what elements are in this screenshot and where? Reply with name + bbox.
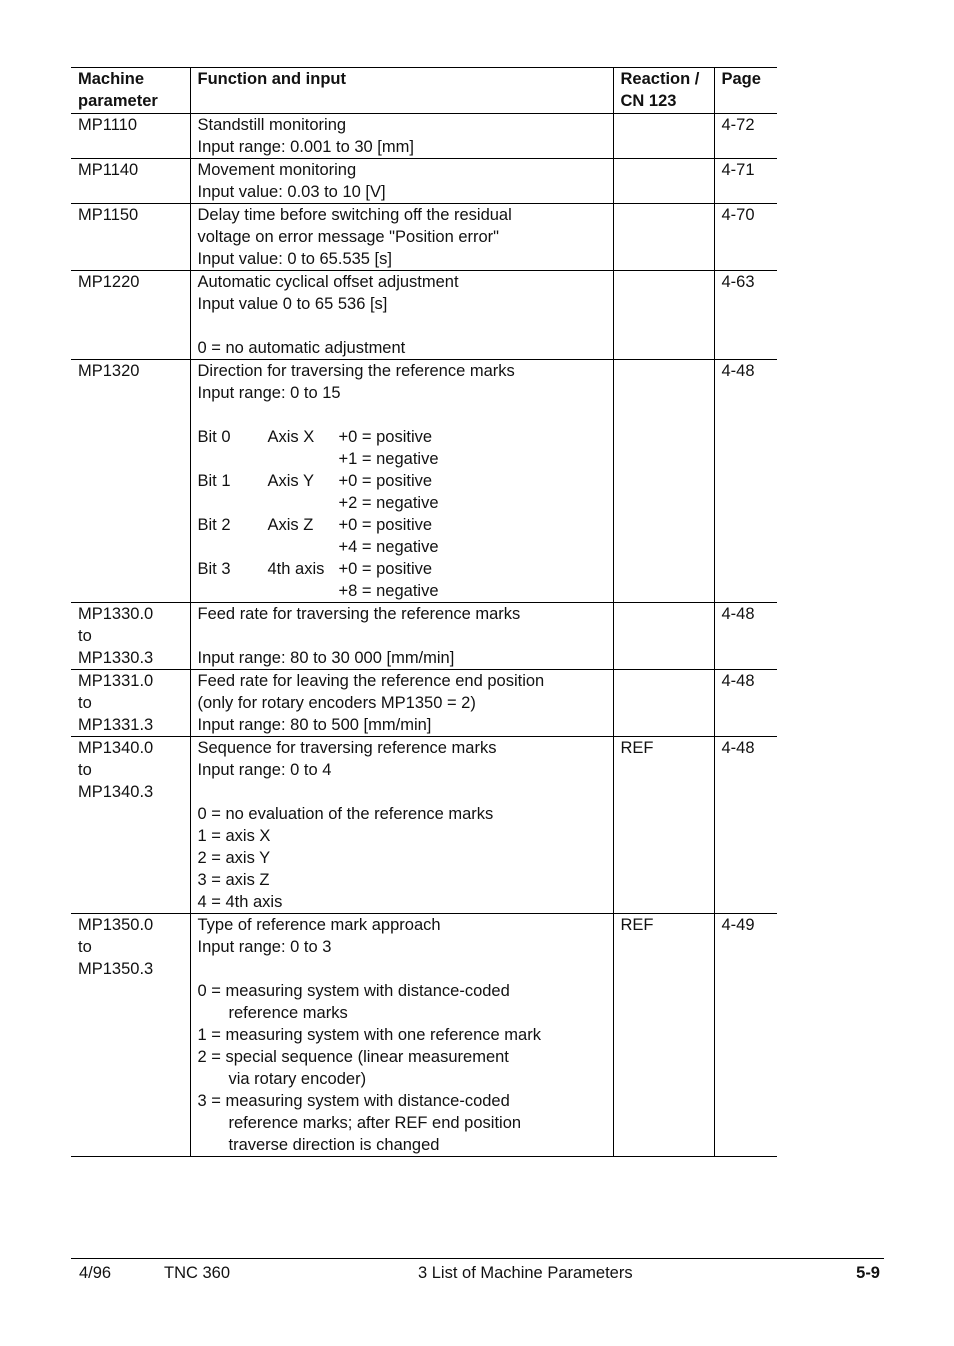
- cell-parameter: [71, 914, 190, 1157]
- function-line: reference marks; after REF end position: [228, 1114, 522, 1132]
- function-line: Input range: 0 to 4: [197, 761, 332, 779]
- cell-reaction: REF: [613, 737, 714, 914]
- cell-page: 4-48: [714, 360, 777, 603]
- table-row: [71, 271, 777, 360]
- footer-rule: [71, 1258, 884, 1259]
- bit-spacer: [268, 492, 339, 514]
- function-line: 1 = axis X: [197, 827, 271, 845]
- cell-parameter: [71, 603, 190, 670]
- parameter-line: MP1330.0: [78, 605, 154, 623]
- bit-row: [198, 426, 607, 448]
- function-line: 3 = axis Z: [197, 871, 270, 889]
- function-line: [198, 625, 607, 647]
- header-function-and-input: Function and input: [190, 68, 613, 114]
- function-line: Input range: 80 to 500 [mm/min]: [197, 716, 432, 734]
- parameter-line: MP1220: [78, 273, 140, 291]
- bit-spacer: [198, 492, 268, 514]
- cell-function: [190, 603, 613, 670]
- cell-function: [190, 204, 613, 271]
- table-body: [71, 114, 777, 1157]
- bit-row: [198, 558, 607, 580]
- bit-neg: +2 = negative: [338, 494, 439, 512]
- cell-parameter: [71, 271, 190, 360]
- bit-row: [198, 514, 607, 536]
- cell-page: 4-71: [714, 159, 777, 204]
- function-line: Movement monitoring: [197, 161, 357, 179]
- table-row: [71, 670, 777, 737]
- parameter-line: MP1350.3: [78, 960, 154, 978]
- function-line: reference marks: [228, 1004, 348, 1022]
- function-line: 0 = no evaluation of the reference marks: [197, 805, 494, 823]
- parameter-line: MP1140: [78, 161, 139, 179]
- bit-row: [198, 492, 607, 514]
- function-line: Input value: 0 to 65.535 [s]: [197, 250, 392, 268]
- bit-spacer: [268, 448, 339, 470]
- parameter-line: MP1110: [78, 116, 138, 134]
- bit-axis: Axis Z: [267, 516, 314, 534]
- function-line: Standstill monitoring: [197, 116, 347, 134]
- parameter-line: MP1330.3: [78, 649, 154, 667]
- footer-date: 4/96: [79, 1264, 112, 1282]
- cell-reaction: [613, 360, 714, 603]
- function-line: 2 = special sequence (linear measurement: [197, 1048, 509, 1066]
- function-line: Input value 0 to 65 536 [s]: [197, 295, 388, 313]
- cell-reaction: [613, 114, 714, 159]
- parameter-line: to: [78, 938, 92, 956]
- cell-reaction: [613, 603, 714, 670]
- cell-page: 4-48: [714, 603, 777, 670]
- function-line: 1 = measuring system with one reference mark: [197, 1026, 541, 1044]
- table-row: [71, 603, 777, 670]
- function-line: [198, 958, 607, 980]
- header-machine-parameter: Machine parameter: [71, 68, 190, 114]
- cell-page: 4-63: [714, 271, 777, 360]
- function-line: via rotary encoder): [228, 1070, 367, 1088]
- bit-row: [198, 580, 607, 602]
- parameter-line: MP1331.3: [78, 716, 154, 734]
- function-line: Input value: 0.03 to 10 [V]: [197, 183, 386, 201]
- bit-spacer: [268, 536, 339, 558]
- cell-function: [190, 360, 613, 603]
- parameter-line: to: [78, 761, 92, 779]
- bit-spacer: [268, 580, 339, 602]
- bit-pos: +0 = positive: [338, 560, 433, 578]
- cell-parameter: [71, 360, 190, 603]
- bit-bit: Bit 3: [197, 560, 231, 578]
- bit-spacer: [198, 536, 268, 558]
- function-line: [198, 315, 607, 337]
- table-row: [71, 914, 777, 1157]
- bit-axis: 4th axis: [267, 560, 325, 578]
- cell-function: [190, 159, 613, 204]
- bit-neg: +4 = negative: [338, 538, 439, 556]
- cell-page: 4-70: [714, 204, 777, 271]
- function-line: Type of reference mark approach: [197, 916, 441, 934]
- cell-page: 4-48: [714, 737, 777, 914]
- function-line: 0 = measuring system with distance-coded: [197, 982, 510, 1000]
- parameter-line: MP1340.3: [78, 783, 154, 801]
- function-line: [198, 781, 607, 803]
- cell-function: [190, 670, 613, 737]
- bit-axis: Axis X: [267, 428, 315, 446]
- bit-spacer: [198, 580, 268, 602]
- function-line: Feed rate for traversing the reference marks: [197, 605, 521, 623]
- function-line: Input range: 80 to 30 000 [mm/min]: [197, 649, 455, 667]
- bit-neg: +8 = negative: [338, 582, 439, 600]
- table-row: [71, 114, 777, 159]
- cell-page: 4-48: [714, 670, 777, 737]
- bit-pos: +0 = positive: [338, 516, 433, 534]
- cell-page: 4-49: [714, 914, 777, 1157]
- function-line: 4 = 4th axis: [197, 893, 283, 911]
- parameter-line: MP1350.0: [78, 916, 154, 934]
- bit-row: [198, 536, 607, 558]
- cell-reaction: REF: [613, 914, 714, 1157]
- table-row: [71, 159, 777, 204]
- function-line: Automatic cyclical offset adjustment: [197, 273, 459, 291]
- function-line: Input range: 0.001 to 30 [mm]: [197, 138, 414, 156]
- bit-neg: +1 = negative: [338, 450, 439, 468]
- bit-pos: +0 = positive: [338, 472, 433, 490]
- function-line: [198, 404, 607, 426]
- parameter-line: to: [78, 627, 92, 645]
- function-line: voltage on error message "Position error": [197, 228, 500, 246]
- cell-function: [190, 737, 613, 914]
- cell-reaction: [613, 670, 714, 737]
- function-line: 2 = axis Y: [197, 849, 271, 867]
- footer-page-number: 5-9: [856, 1264, 880, 1282]
- table-header-row: [71, 68, 777, 114]
- cell-parameter: [71, 204, 190, 271]
- cell-page: 4-72: [714, 114, 777, 159]
- bit-bit: Bit 2: [197, 516, 231, 534]
- bit-row: [198, 448, 607, 470]
- function-line: Direction for traversing the reference marks: [197, 362, 515, 380]
- bit-spacer: [198, 448, 268, 470]
- cell-function: [190, 114, 613, 159]
- function-line: (only for rotary encoders MP1350 = 2): [197, 694, 476, 712]
- bit-bit: Bit 0: [197, 428, 231, 446]
- function-line: Sequence for traversing reference marks: [197, 739, 497, 757]
- parameter-line: to: [78, 694, 92, 712]
- table-row: [71, 737, 777, 914]
- table-row: [71, 204, 777, 271]
- footer-model: TNC 360: [164, 1264, 231, 1282]
- parameter-line: MP1320: [78, 362, 140, 380]
- cell-function: [190, 914, 613, 1157]
- bit-bit: Bit 1: [197, 472, 231, 490]
- function-line: Input range: 0 to 3: [197, 938, 332, 956]
- function-line: Input range: 0 to 15: [197, 384, 341, 402]
- cell-parameter: [71, 114, 190, 159]
- parameter-line: MP1331.0: [78, 672, 154, 690]
- machine-parameter-table: [71, 67, 777, 1157]
- cell-parameter: [71, 159, 190, 204]
- function-line: 0 = no automatic adjustment: [197, 339, 406, 357]
- cell-function: [190, 271, 613, 360]
- function-line: Delay time before switching off the residual: [197, 206, 512, 224]
- footer-chapter: 3 List of Machine Parameters: [418, 1264, 633, 1282]
- function-line: Feed rate for leaving the reference end position: [197, 672, 545, 690]
- bit-axis: Axis Y: [267, 472, 314, 490]
- header-page: Page: [714, 68, 777, 114]
- cell-parameter: [71, 737, 190, 914]
- table-row: [71, 360, 777, 603]
- cell-parameter: [71, 670, 190, 737]
- cell-reaction: [613, 159, 714, 204]
- parameter-line: MP1150: [78, 206, 139, 224]
- function-line: traverse direction is changed: [228, 1136, 440, 1154]
- function-line: 3 = measuring system with distance-coded: [197, 1092, 510, 1110]
- parameter-line: MP1340.0: [78, 739, 154, 757]
- bit-row: [198, 470, 607, 492]
- bit-pos: +0 = positive: [338, 428, 433, 446]
- cell-reaction: [613, 271, 714, 360]
- cell-reaction: [613, 204, 714, 271]
- header-reaction: Reaction / CN 123: [613, 68, 714, 114]
